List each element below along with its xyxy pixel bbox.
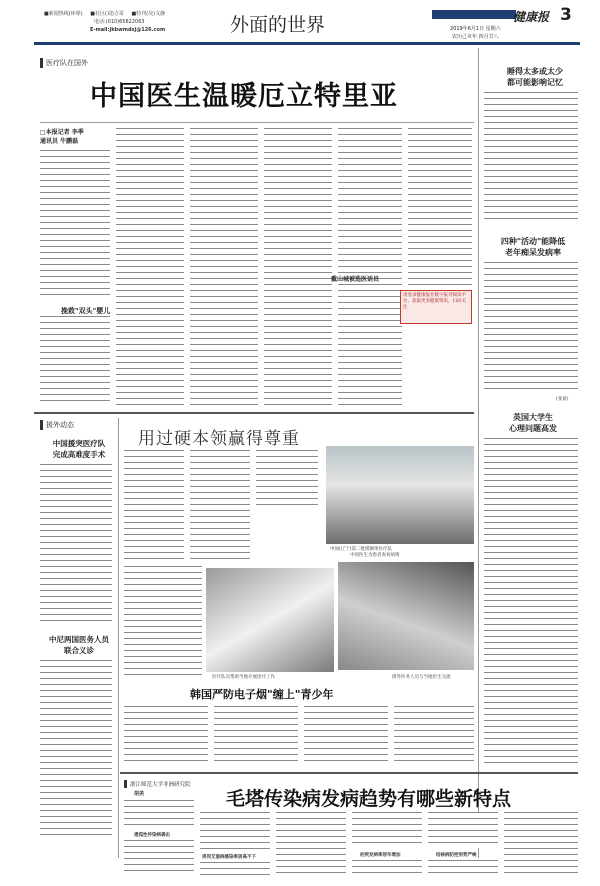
byline-zhejiang: 胡美: [134, 791, 145, 797]
photo-team: [326, 446, 474, 544]
body-doctors-col2: [116, 128, 184, 406]
headline-doctors: 中国医生温暖厄立特里亚: [90, 81, 398, 112]
body-hardware-col1: [124, 450, 184, 560]
headline-hardware: 用过硬本领赢得尊重: [138, 429, 300, 449]
body-doctors-col1: [40, 150, 110, 300]
lunar-date: 农历己亥年 四月廿八: [452, 34, 499, 40]
body-doctors-col6: [408, 128, 472, 288]
subhead-2: 男同艾滋病感染率居高不下: [202, 855, 256, 860]
email: E-mail:jkbwmdsj@126.com: [90, 27, 166, 33]
body-zh-col1: [124, 800, 194, 828]
body-zh-col4b: [352, 860, 422, 876]
byline-activity: (张蕾): [556, 397, 569, 402]
header-contact: [44, 10, 194, 34]
section-divider-2: [120, 772, 578, 774]
subhead-doctors: 挽救"双头"婴儿: [61, 307, 111, 315]
body-zh-col5b: [428, 860, 498, 876]
notice-text: 请登录健康报社数字报刊阅读平台，获取更多健康资讯，扫码关注: [403, 293, 466, 310]
body-doctors-col3: [190, 128, 258, 406]
body-korea-1: [124, 706, 208, 766]
body-exams: [484, 438, 578, 768]
body-activity: [484, 262, 578, 392]
body-korea-3: [304, 706, 388, 766]
byline-doctors: □本报记者 李季 通讯员 牛鹏磊: [40, 129, 84, 145]
body-zh-col2: [200, 812, 270, 850]
photo-exchange: [338, 562, 474, 670]
body-aid1: [40, 464, 112, 624]
body-zh-col4: [352, 812, 422, 848]
date: 2019年6月1日 星期六: [450, 26, 501, 32]
body-aid2: [40, 660, 112, 836]
headline-aid2: 中尼两国医务人员 联合义诊: [49, 635, 109, 655]
caption-exam: 中国医生为患者查看病情: [350, 553, 400, 558]
body-doctors-col1b: [40, 316, 110, 406]
kicker-doctors: 医疗队在国外: [40, 58, 88, 68]
tag-label: HEALTH NEWS: [436, 20, 484, 27]
hotline-3: ■特刊(吴)文静: [131, 11, 166, 17]
headline-aid1: 中国援突医疗队 完成高难度手术: [52, 439, 106, 459]
body-zh-col3: [276, 812, 346, 876]
body-zh-col6: [504, 812, 578, 876]
column-divider: [478, 48, 479, 858]
body-doctors-col4: [264, 128, 332, 406]
body-zh-col1b: [124, 840, 194, 876]
headline-small: 戴山城被选医话员: [331, 276, 380, 283]
body-korea-4: [394, 706, 474, 766]
body-hardware-col2: [190, 450, 250, 560]
hotline-1: ■新闻热线(环球): [44, 11, 83, 17]
body-hardware-col3: [256, 450, 318, 510]
section-divider: [34, 412, 474, 414]
header-rule: [34, 42, 580, 45]
headline-sleep: 睡得太多或太少 都可能影响记忆: [507, 67, 563, 87]
column-divider: [118, 418, 119, 858]
notice-box: [400, 290, 472, 324]
page-number: 3: [560, 5, 572, 25]
header-tag: [432, 10, 516, 27]
headline-exams: 英国大学生 心理问题高发: [509, 413, 557, 433]
headline-korea: 韩国严防电子烟"缠上"青少年: [190, 688, 334, 701]
paper-name: 健康报: [513, 10, 550, 24]
subhead-1: 遗孤性传染病袭击: [134, 833, 170, 838]
body-doctors-col5: [338, 128, 402, 406]
rule: [40, 122, 474, 123]
headline-zhejiang: 毛塔传染病发病趋势有哪些新特点: [226, 788, 512, 810]
phone: 电话:(010)65822063: [94, 19, 145, 25]
caption-clinic: 医疗队员帮助当地开展诊疗工作: [212, 675, 275, 680]
photo-clinic: [206, 568, 334, 672]
hotline-2: ■社区(刘)吉哥: [90, 11, 124, 17]
section-title: 外面的世界: [230, 14, 326, 36]
caption-exchange: 援外医务人员与当地医生交流: [392, 675, 451, 680]
caption-team: 中国(辽宁)第二批援刚果医疗队: [330, 547, 393, 552]
body-hardware-col4: [124, 566, 202, 676]
subhead-3: 疟疾发病率居年增加: [360, 853, 401, 858]
subhead-4: 结核病防控形势严峻: [436, 853, 477, 858]
kicker-aid: 援外动态: [40, 420, 74, 430]
body-zh-col5: [428, 812, 498, 848]
body-sleep: [484, 92, 578, 222]
body-korea-2: [214, 706, 298, 766]
kicker-zhejiang: 浙江师范大学非洲研究院: [124, 780, 191, 788]
headline-activity: 四种"活动"能降低 老年痴呆发病率: [500, 237, 566, 257]
body-zh-col2b: [200, 862, 270, 876]
